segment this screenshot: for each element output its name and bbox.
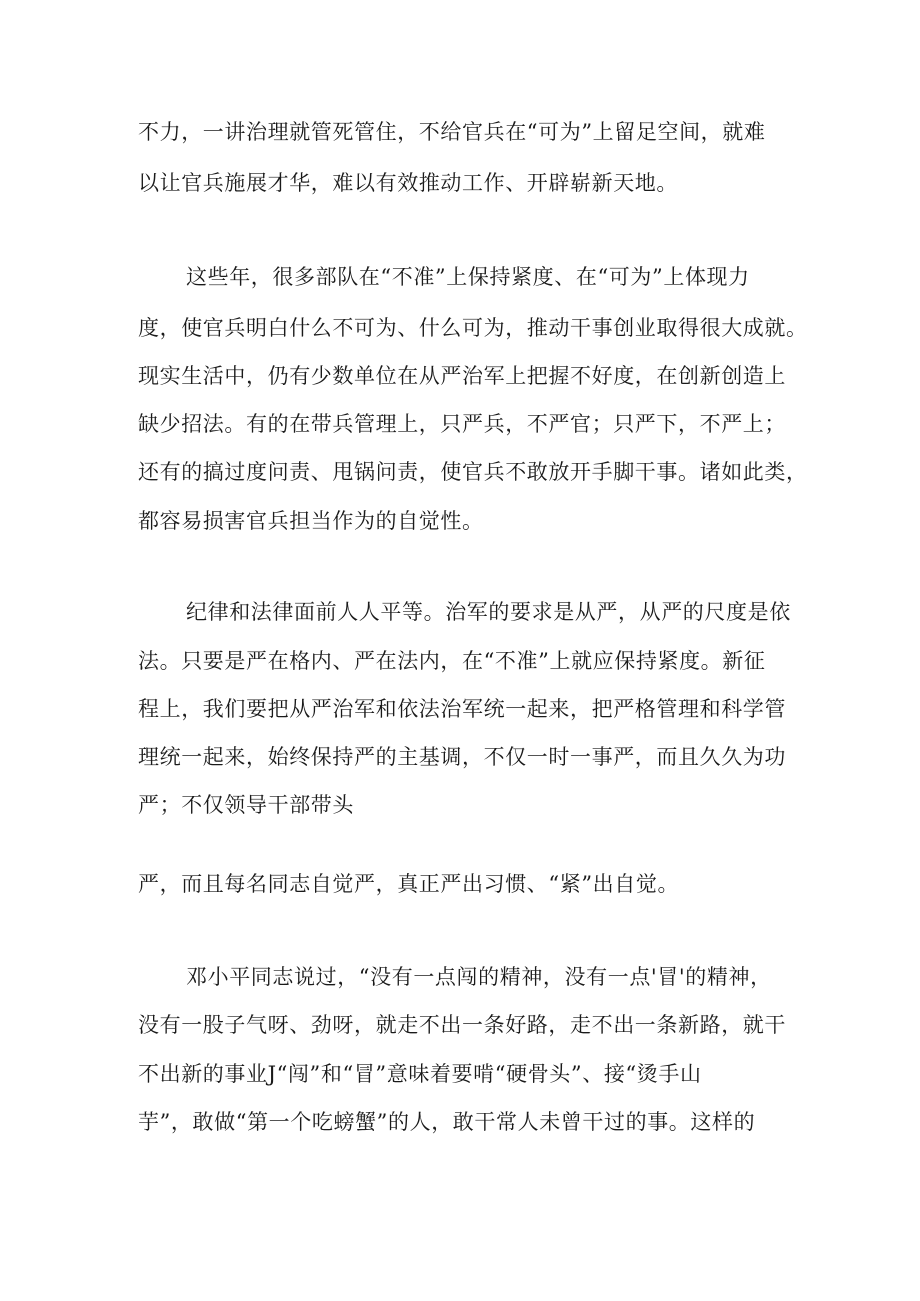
paragraph-3-line-2: 法。只要是严在格内、严在法内，在“不准”上就应保持紧度。新征 xyxy=(138,649,766,673)
paragraph-2-line-1: 这些年，很多部队在“不准”上保持紧度、在“可为”上体现力 xyxy=(186,265,750,289)
paragraph-2-line-4: 缺少招法。有的在带兵管理上，只严兵，不严官；只严下，不严上； xyxy=(138,412,786,436)
paragraph-3-line-5: 严；不仅领导干部带头 xyxy=(138,793,354,817)
paragraph-5-line-4: 芋”，敢做“第一个吃螃蟹”的人，敢干常人未曾干过的事。这样的 xyxy=(138,1110,756,1134)
paragraph-3-line-1: 纪律和法律面前人人平等。治军的要求是从严，从严的尺度是依 xyxy=(186,600,791,624)
paragraph-2-line-5: 还有的搞过度问责、甩锅问责，使官兵不敢放开手脚干事。诸如此类， xyxy=(138,460,808,484)
paragraph-2-line-3: 现实生活中，仍有少数单位在从严治军上把握不好度，在创新创造上 xyxy=(138,364,786,388)
paragraph-3-line-4: 理统一起来，始终保持严的主基调，不仅一时一事严，而且久久为功 xyxy=(138,745,786,769)
paragraph-5-line-2: 没有一股子气呀、劲呀，就走不出一条好路，走不出一条新路，就干 xyxy=(138,1013,786,1037)
paragraph-3-line-3: 程上，我们要把从严治军和依法治军统一起来，把严格管理和科学管 xyxy=(138,697,786,721)
paragraph-1-line-2: 以让官兵施展才华，难以有效推动工作、开辟崭新天地。 xyxy=(138,171,678,195)
paragraph-2-line-2: 度，使官兵明白什么不可为、什么可为，推动干事创业取得很大成就。 xyxy=(138,316,808,340)
paragraph-4-line-1: 严，而且每名同志自觉严，真正严出习惯、“紧”出自觉。 xyxy=(138,872,680,896)
paragraph-1-line-1: 不力，一讲治理就管死管住，不给官兵在“可为”上留足空间，就难 xyxy=(138,120,766,144)
paragraph-5-line-3: 不出新的事业J“闯”和“冒”意味着要啃“硬骨头”、接“烫手山 xyxy=(138,1062,702,1086)
paragraph-5-line-1: 邓小平同志说过，“没有一点闯的精神，没有一点'冒'的精神， xyxy=(186,965,772,989)
paragraph-2-line-6: 都容易损害官兵担当作为的自觉性。 xyxy=(138,509,484,533)
